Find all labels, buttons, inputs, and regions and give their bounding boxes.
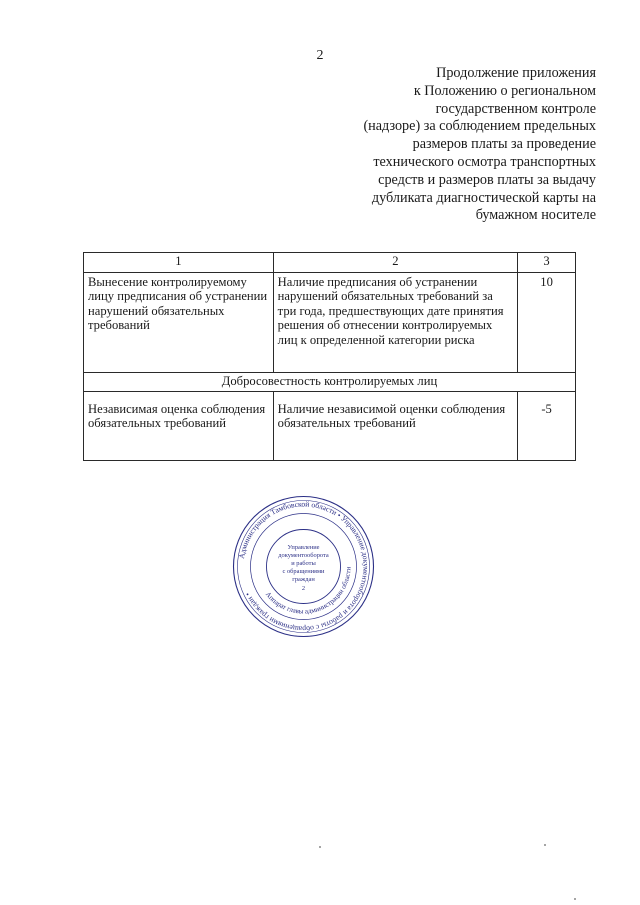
section-title: Добросовестность контролируемых лиц (84, 373, 576, 392)
header-line: средств и размеров платы за выдачу (378, 171, 596, 188)
score-cell: -5 (518, 392, 576, 461)
scan-speck (574, 898, 576, 900)
table-header-row (84, 253, 576, 273)
stamp-center-line: Управление (287, 544, 320, 551)
stamp-outer-text: Администрация Тамбовской области • Управление документооборота и работы с обращениями граждан • (237, 499, 371, 634)
column-number-cell: 1 (84, 253, 274, 273)
risk-criteria-table (83, 252, 576, 461)
criterion-cell: Независимая оценка соблюдения обязательных требований (84, 392, 274, 461)
criterion-cell: Вынесение контролируемому лицу предписания об устранении нарушений обязательных требований (84, 273, 274, 373)
header-line: Продолжение приложения (436, 65, 596, 81)
table-row (84, 273, 576, 373)
official-stamp (231, 494, 376, 639)
stamp-center-line: с обращениями (282, 568, 325, 575)
stamp-inner-text: Аппарат главы администрации области (263, 566, 353, 616)
section-row (84, 373, 576, 392)
appendix-header (296, 65, 596, 225)
stamp-center-line: граждан (292, 576, 315, 583)
scan-speck (319, 846, 321, 848)
page-number: 2 (316, 48, 324, 63)
stamp-center-line: документооборота (278, 552, 329, 559)
header-line: к Положению о региональном (413, 82, 596, 99)
header-line: технического осмотра транспортных (373, 153, 596, 170)
table-row (84, 392, 576, 461)
score-cell: 10 (518, 273, 576, 373)
scan-speck (544, 844, 546, 846)
header-line: размеров платы за проведение (412, 136, 596, 153)
header-line: государственном контроле (435, 100, 596, 117)
header-line: бумажном носителе (475, 207, 596, 224)
stamp-center-line: 2 (301, 585, 306, 592)
header-line: дубликата диагностической карты на (371, 189, 596, 206)
indicator-cell: Наличие независимой оценки соблюдения обязательных требований (273, 392, 517, 461)
column-number-cell: 3 (518, 253, 576, 273)
column-number-cell: 2 (273, 253, 517, 273)
indicator-cell: Наличие предписания об устранении нарушений обязательных требований за три года, предшествующих дате принятия решения об отнесении контролируемых лиц к определенной категории риска (273, 273, 517, 373)
header-line: (надзоре) за соблюдением предельных (363, 118, 596, 135)
stamp-center-line: и работы (291, 560, 316, 567)
